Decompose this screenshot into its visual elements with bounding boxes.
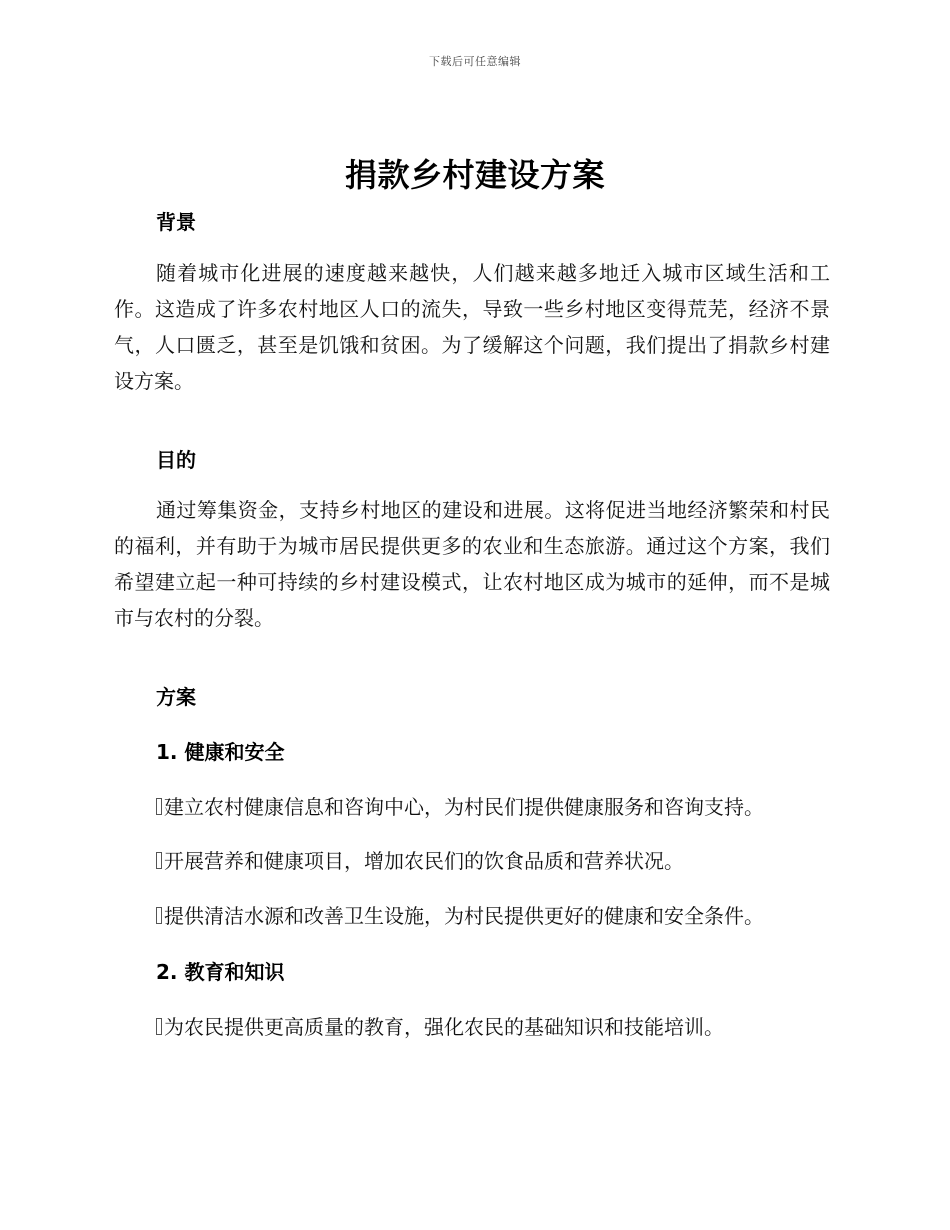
bullet-box-icon	[156, 907, 162, 924]
paragraph-purpose: 通过筹集资金，支持乡村地区的建设和进展。这将促进当地经济繁荣和村民的福利，并有助于为城市居民提供更多的农业和生态旅游。通过这个方案，我们希望建立起一种可持续的乡村建设模式，让农村地区成为城市的延伸，而不是城市与农村的分裂。	[114, 498, 830, 630]
paragraph-background: 随着城市化进展的速度越来越快，人们越来越多地迁入城市区域生活和工作。这造成了许多农村地区人口的流失，导致一些乡村地区变得荒芜，经济不景气，人口匮乏，甚至是饥饿和贫困。为了缓解这个问题，我们提出了捐款乡村建设方案。	[114, 261, 830, 393]
section-heading-purpose: 目的	[156, 448, 196, 472]
list-item	[156, 900, 764, 929]
section-heading-plan: 方案	[156, 685, 196, 709]
list-item-text: 为农民提供更高质量的教育，强化农民的基础知识和技能培训。	[164, 1015, 724, 1039]
list-item-text: 建立农村健康信息和咨询中心，为村民们提供健康服务和咨询支持。	[164, 795, 764, 819]
subsection-heading-health: 1. 健康和安全	[156, 740, 285, 764]
document-title: 捐款乡村建设方案	[344, 156, 605, 194]
subsection-heading-education: 2. 教育和知识	[156, 960, 285, 984]
page-header-note: 下载后可任意编辑	[429, 55, 521, 68]
list-item	[156, 791, 764, 820]
list-item	[156, 1011, 724, 1040]
list-item-text: 提供清洁水源和改善卫生设施，为村民提供更好的健康和安全条件。	[164, 904, 764, 928]
section-heading-background: 背景	[156, 210, 196, 234]
list-item-text: 开展营养和健康项目，增加农民们的饮食品质和营养状况。	[164, 849, 684, 873]
bullet-box-icon	[156, 852, 162, 869]
bullet-box-icon	[156, 798, 162, 815]
list-item	[156, 845, 684, 874]
bullet-box-icon	[156, 1018, 162, 1035]
